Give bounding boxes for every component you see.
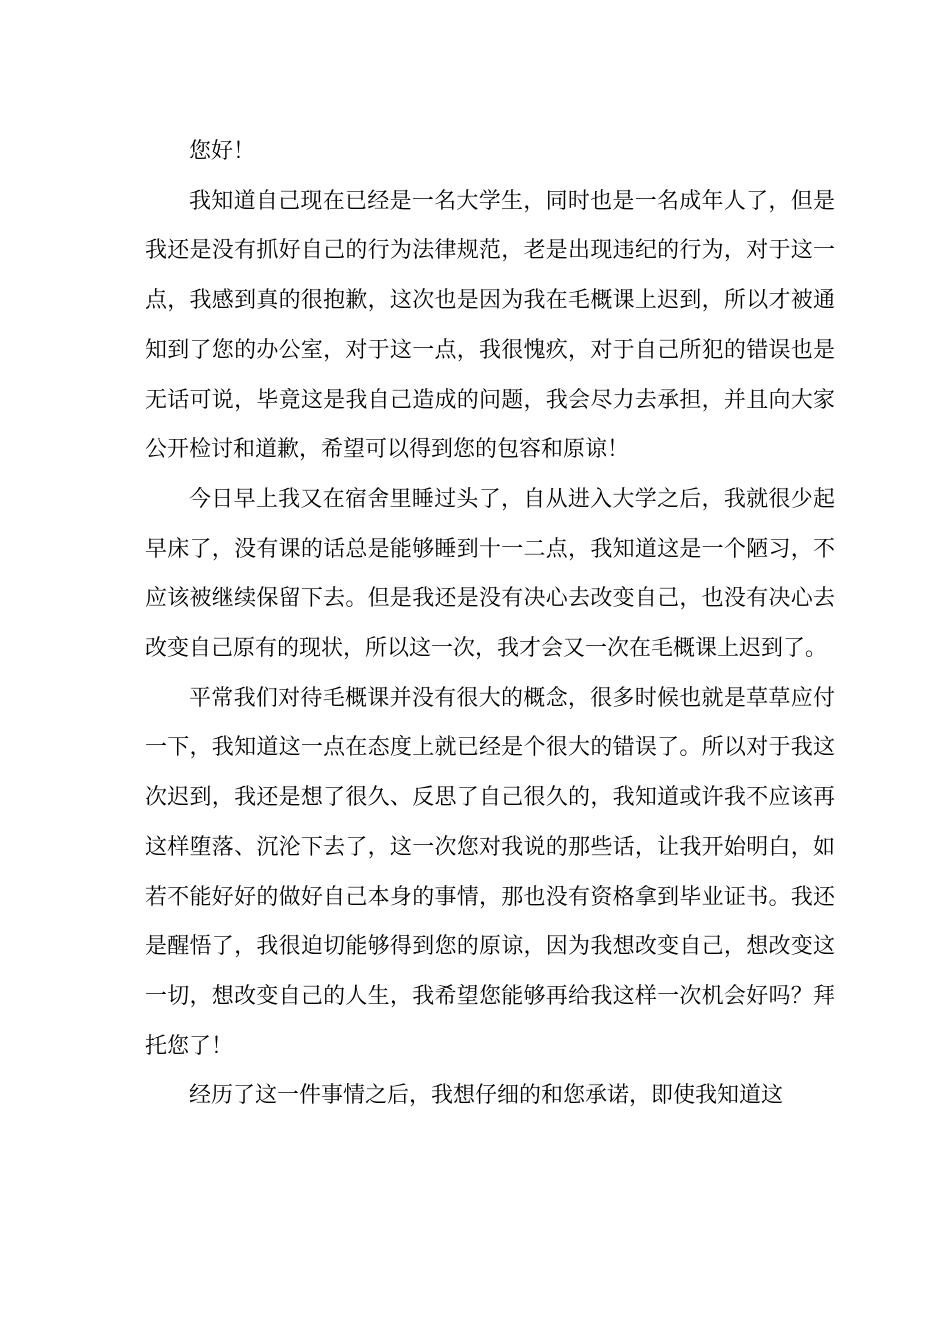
paragraph-overslept: 今日早上我又在宿舍里睡过头了，自从进入大学之后，我就很少起早床了，没有课的话总是能够睡到十一二点，我知道这是一个陋习，不应该被继续保留下去。但是我还是没有决心去改变自己，也没有决心去改变自己原有的现状，所以这一次，我才会又一次在毛概课上迟到了。 (145, 486, 835, 662)
paragraph-apology: 我知道自己现在已经是一名大学生，同时也是一名成年人了，但是我还是没有抓好自己的行为法律规范，老是出现违纪的行为，对于这一点，我感到真的很抱歉，这次也是因为我在毛概课上迟到，所以才被通知到了您的办公室，对于这一点，我很愧疚，对于自己所犯的错误也是无话可说，毕竟这是我自己造成的问题，我会尽力去承担，并且向大家公开检讨和道歉，希望可以得到您的包容和原谅！ (145, 188, 835, 463)
letter-body (145, 127, 835, 1121)
paragraph-reflection: 平常我们对待毛概课并没有很大的概念，很多时候也就是草草应付一下，我知道这一点在态度上就已经是个很大的错误了。所以对于我这次迟到，我还是想了很久、反思了自己很久的，我知道或许我不应该再这样堕落、沉沦下去了，这一次您对我说的那些话，让我开始明白，如若不能好好的做好自己本身的事情，那也没有资格拿到毕业证书。我还是醒悟了，我很迫切能够得到您的原谅，因为我想改变自己，想改变这一切，想改变自己的人生，我希望您能够再给我这样一次机会好吗？拜托您了！ (145, 685, 835, 1059)
greeting: 您好！ (189, 139, 256, 164)
paragraph-promise: 经历了这一件事情之后，我想仔细的和您承诺，即使我知道这 (189, 1083, 784, 1109)
